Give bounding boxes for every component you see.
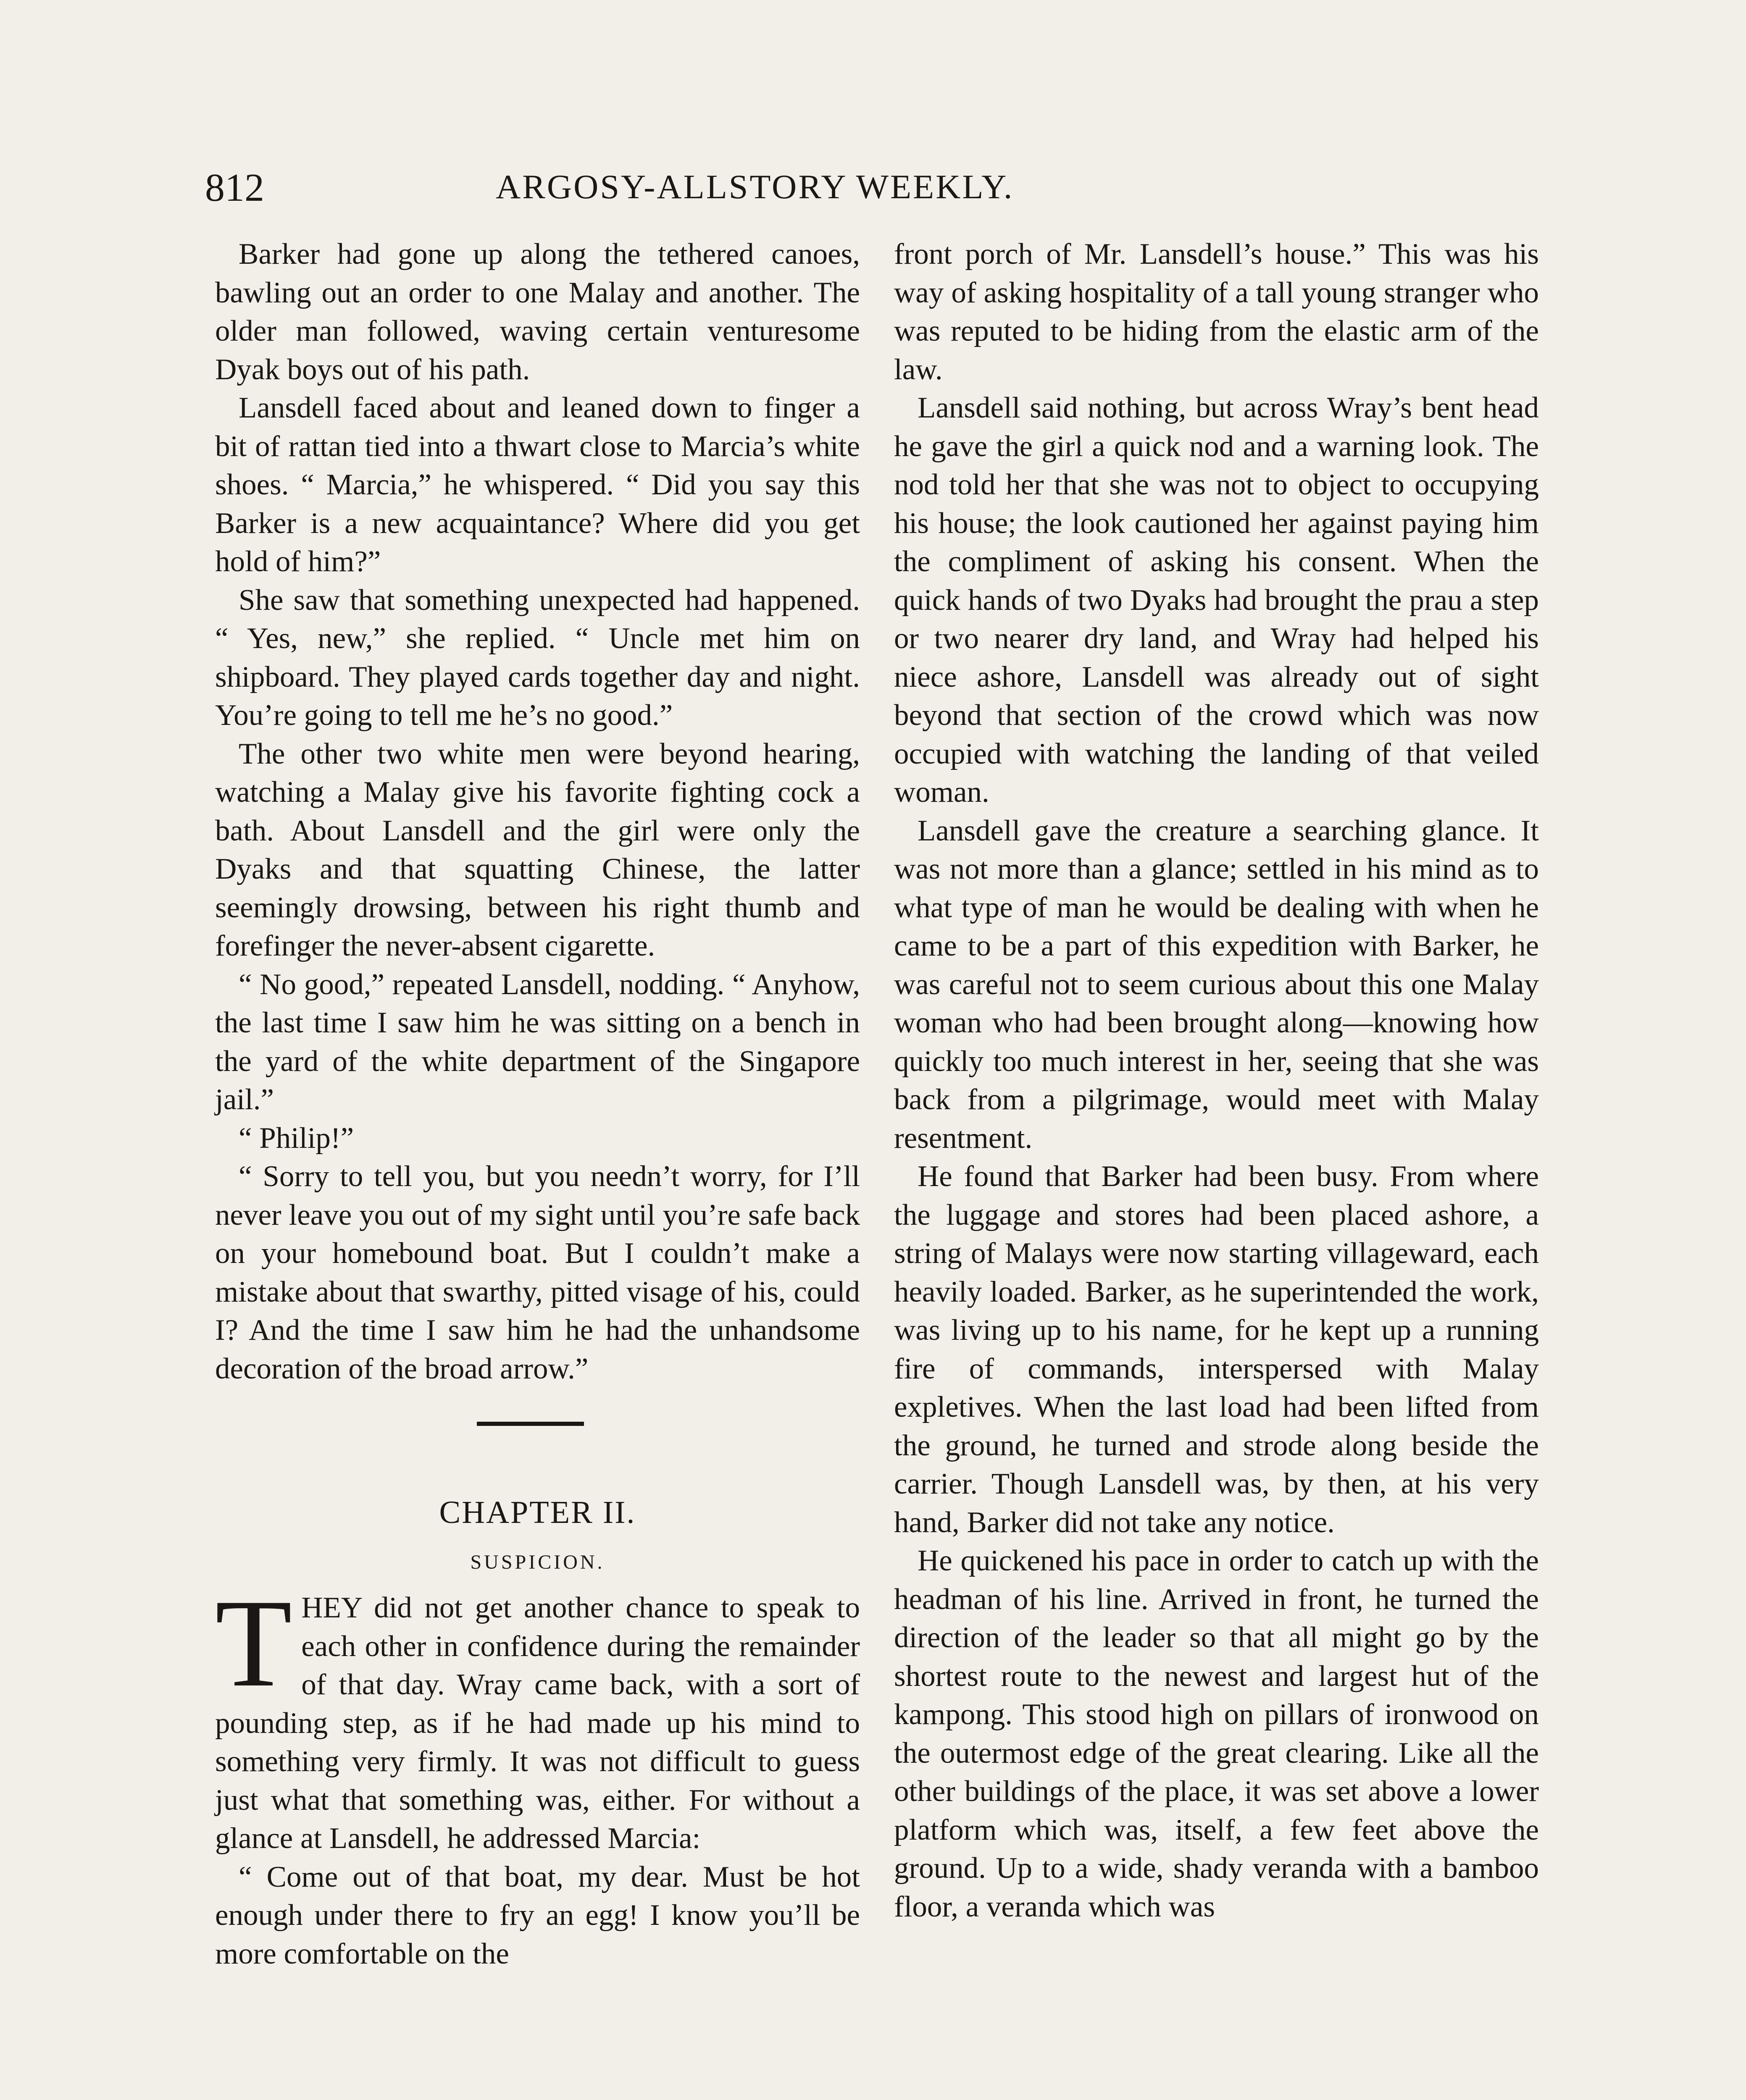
chapter-opening-paragraph (215, 1573, 860, 1858)
paragraph: “ No good,” repeated Lansdell, nodding. “ Anyhow, the last time I saw him he was sitting on a bench in the yard of the white department of the Singapore jail.” (215, 968, 860, 1116)
running-head: ARGOSY-ALLSTORY WEEKLY. (496, 168, 1014, 206)
paragraph: He found that Barker had been busy. From where the luggage and stores had been placed ashore, a string of Malays were now starting villageward, each heavily loaded. Barker, as he superintended the work, was living up to his name, for he kept up a running fire of commands, interspersed with Malay expletives. When the last load had been lifted from the ground, he turned and strode along beside the carrier. Though Lansdell was, by then, at his very hand, Barker did not take any notice. (894, 1160, 1539, 1539)
paragraph: He quickened his pace in order to catch up with the headman of his line. Arrived in front, he turned the direction of the leader so that all might go by the shortest route to the newest and largest hut of the kampong. This stood high on pillars of ironwood on the outermost edge of the great clearing. Like all the other buildings of the place, it was set above a lower platform which was, itself, a few feet above the ground. Up to a wide, shady veranda with a bamboo floor, a veranda which was (894, 1544, 1539, 1923)
chapter-subtitle: SUSPICION. (470, 1551, 605, 1573)
drop-cap: T (215, 1573, 292, 1713)
paragraph: “ Sorry to tell you, but you needn’t worry, for I’ll never leave you out of my sight until you’re safe back on your homebound boat. But I couldn’t make a mistake about that swarthy, pitted visage of his, could I? And the time I saw him he had the unhandsome decoration of the broad arrow.” (215, 1160, 860, 1385)
section-divider (477, 1422, 584, 1426)
chapter-opening-text: HEY did not get another chance to speak to each other in confidence during the remainder of that day. Wray came back, with a sort of pounding step, as if he had made up his mind to something very firmly. It was not difficult to guess just what that something was, either. For without a glance at Lansdell, he addressed Marcia: (215, 1591, 860, 1855)
paragraph: “ Come out of that boat, my dear. Must be hot enough under there to fry an egg! I know you’ll be more comfortable on the (215, 1860, 860, 1970)
chapter-title: CHAPTER II. (439, 1495, 636, 1530)
paragraph: Lansdell said nothing, but across Wray’s bent head he gave the girl a quick nod and a warning look. The nod told her that she was not to object to occupying his house; the look cautioned her against paying him the compliment of asking his consent. When the quick hands of two Dyaks had brought the prau a step or two nearer dry land, and Wray had helped his niece ashore, Lansdell was already out of sight beyond that section of the crowd which was now occupied with watching the landing of that veiled woman. (894, 391, 1539, 808)
paragraph: “ Philip!” (239, 1121, 354, 1155)
paragraph: Barker had gone up along the tethered canoes, bawling out an order to one Malay and another. The older man followed, waving certain venturesome Dyak boys out of his path. (215, 238, 860, 386)
paragraph: Lansdell faced about and leaned down to finger a bit of rattan tied into a thwart close to Marcia’s white shoes. “ Marcia,” he whispered. “ Did you say this Barker is a new acquaintance? Where did you get hold of him?” (215, 391, 860, 578)
paragraph: The other two white men were beyond hearing, watching a Malay give his favorite fighting cock a bath. About Lansdell and the girl were only the Dyaks and that squatting Chinese, the latter seemingly drowsing, between his right thumb and forefinger the never-absent cigarette. (215, 737, 860, 962)
paragraph: She saw that something unexpected had happened. “ Yes, new,” she replied. “ Uncle met him on shipboard. They played cards together day and night. You’re going to tell me he’s no good.” (215, 583, 860, 732)
paragraph: Lansdell gave the creature a searching glance. It was not more than a glance; settled in his mind as to what type of man he would be dealing with when he came to be a part of this expedition with Barker, he was careful not to seem curious about this one Malay woman who had been brought along—knowing how quickly too much interest in her, seeing that she was back from a pilgrimage, would meet with Malay resentment. (894, 814, 1539, 1155)
right-column (894, 235, 1539, 1926)
continued-paragraph: front porch of Mr. Lansdell’s house.” This was his way of asking hospitality of a tall young stranger who was reputed to be hiding from the elastic arm of the law. (894, 238, 1539, 386)
page-number: 812 (205, 166, 264, 210)
left-column (215, 235, 860, 1973)
